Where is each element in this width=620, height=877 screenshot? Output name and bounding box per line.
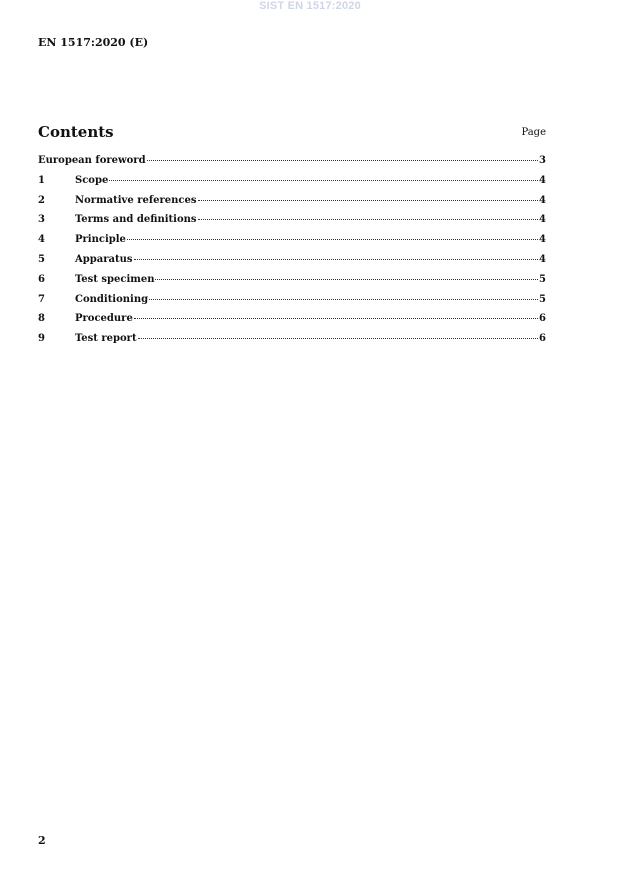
toc-entry-page: 4 xyxy=(539,214,546,226)
toc-entry-page: 4 xyxy=(539,174,546,186)
toc-entry-title: Terms and definitions xyxy=(75,214,197,226)
toc-entry-page: 5 xyxy=(539,273,546,285)
toc-entry-page: 4 xyxy=(539,194,546,206)
page-column-label: Page xyxy=(521,127,546,138)
toc-entry-number: 9 xyxy=(38,333,45,345)
toc-entry[interactable] xyxy=(38,294,546,314)
toc-entry-title: Procedure xyxy=(75,313,133,325)
toc-entry[interactable] xyxy=(38,214,546,234)
toc-entry-page: 4 xyxy=(539,234,546,246)
toc-entry-number: 6 xyxy=(38,273,45,285)
toc-dot-leader xyxy=(138,338,538,339)
toc-entry-title: Principle xyxy=(75,234,126,246)
toc-entry-title: Scope xyxy=(75,174,109,186)
toc-entry[interactable] xyxy=(38,333,546,353)
toc-entry[interactable] xyxy=(38,195,546,215)
toc-entry-page: 6 xyxy=(539,313,546,325)
toc-entry-page: 3 xyxy=(539,155,546,166)
toc-entry[interactable] xyxy=(38,313,546,333)
toc-entry-page: 4 xyxy=(539,253,546,265)
toc-entry[interactable] xyxy=(38,234,546,254)
toc-entry[interactable] xyxy=(38,175,546,195)
toc-entry-title: Conditioning xyxy=(75,293,149,305)
page-number: 2 xyxy=(38,834,46,847)
toc-dot-leader xyxy=(149,299,538,300)
toc-dot-leader xyxy=(127,239,538,240)
toc-entry-number: 1 xyxy=(38,174,45,186)
toc-entry-number: 5 xyxy=(38,253,45,265)
toc-entry[interactable] xyxy=(38,254,546,274)
toc-entry-number: 7 xyxy=(38,293,45,305)
toc-entry-number: 4 xyxy=(38,234,45,246)
toc-dot-leader xyxy=(109,180,538,181)
table-of-contents xyxy=(38,155,546,353)
toc-entry[interactable] xyxy=(38,274,546,294)
toc-entry[interactable] xyxy=(38,155,546,175)
toc-entry-title: Test report xyxy=(75,333,137,345)
toc-entry-page: 5 xyxy=(539,293,546,305)
toc-entry-number: 2 xyxy=(38,194,45,206)
watermark-text: SIST EN 1517:2020 xyxy=(259,0,361,12)
toc-entry-title: Test specimen xyxy=(75,273,155,285)
toc-entry-page: 6 xyxy=(539,333,546,345)
toc-dot-leader xyxy=(147,160,538,161)
toc-entry-number: 8 xyxy=(38,313,45,325)
toc-dot-leader xyxy=(134,318,538,319)
document-id: EN 1517:2020 (E) xyxy=(38,36,149,49)
toc-dot-leader xyxy=(198,200,539,201)
toc-entry-title: European foreword xyxy=(38,155,146,166)
toc-dot-leader xyxy=(134,259,539,260)
toc-entry-number: 3 xyxy=(38,214,45,226)
toc-entry-title: Normative references xyxy=(75,194,197,206)
toc-entry-title: Apparatus xyxy=(75,253,133,265)
toc-dot-leader xyxy=(198,219,539,220)
toc-dot-leader xyxy=(155,279,538,280)
contents-heading: Contents xyxy=(38,123,114,141)
